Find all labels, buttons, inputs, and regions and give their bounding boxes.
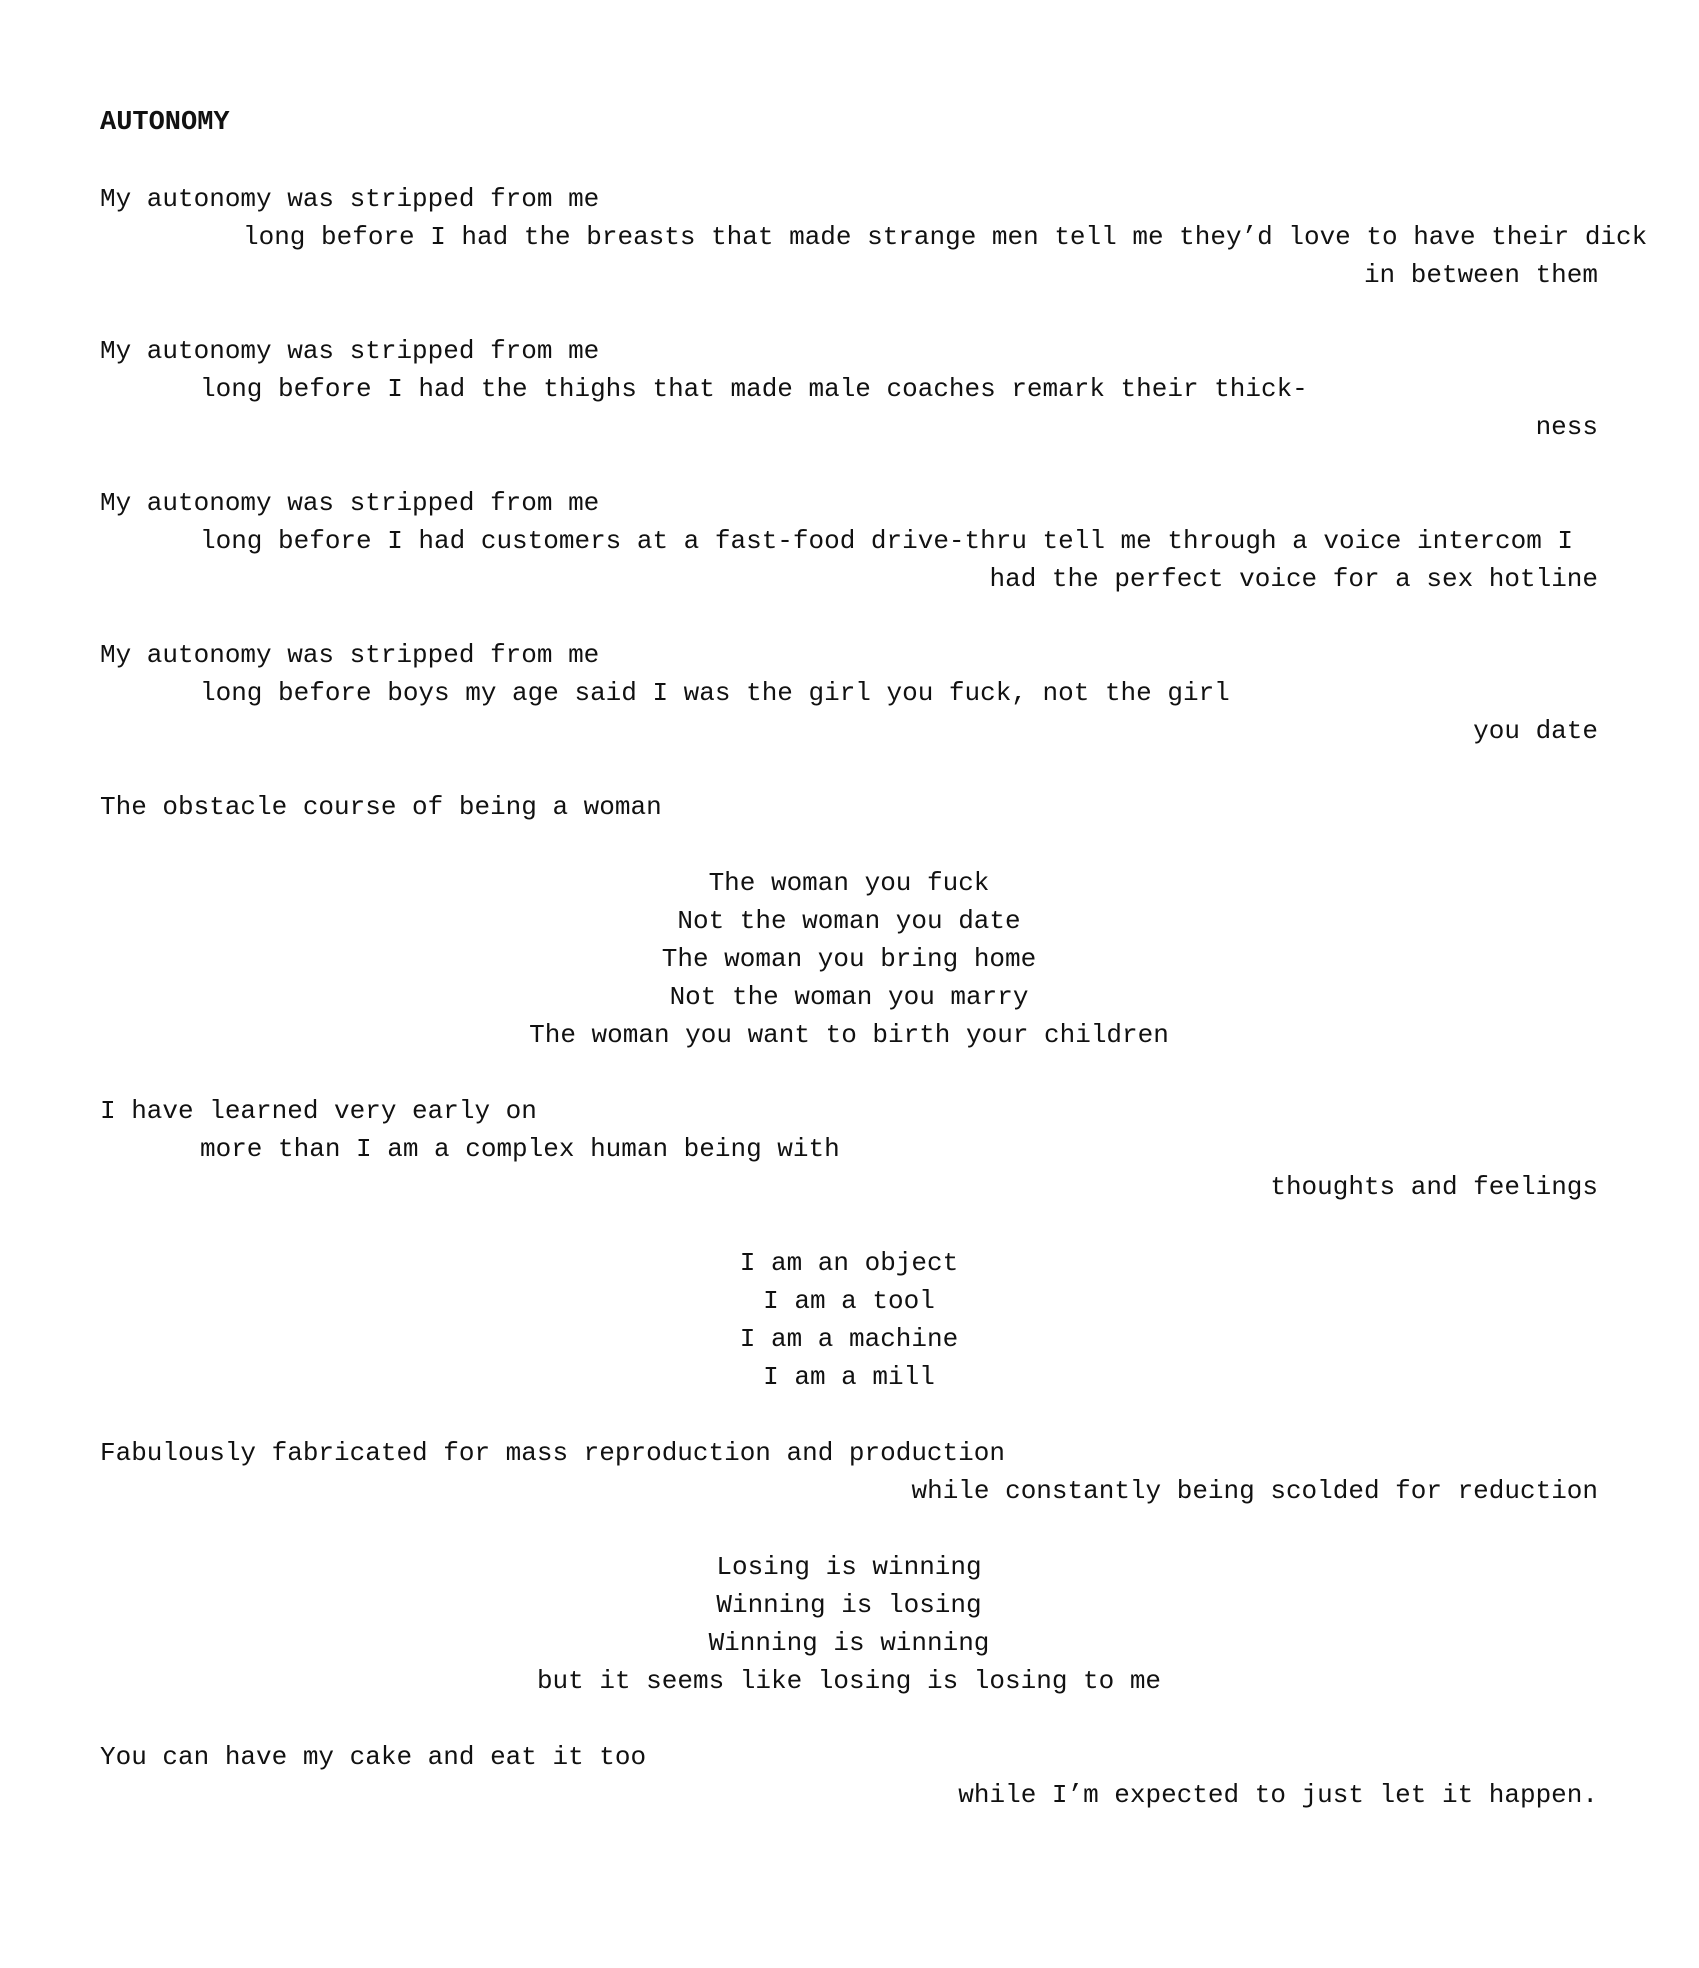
poem-line: but it seems like losing is losing to me [536,1666,1162,1696]
poem-line: while constantly being scolded for reduction [911,1476,1598,1506]
poem-line: long before I had customers at a fast-food drive-thru tell me through a voice intercom I [200,526,1574,556]
poem-line: My autonomy was stripped from me [100,640,600,670]
poem-line: thoughts and feelings [1270,1172,1598,1202]
poem-line: more than I am a complex human being with [200,1134,840,1164]
poem-line: The woman you fuck [708,868,990,898]
poem-line: in between them [1363,260,1598,290]
poem-line: while I’m expected to just let it happen. [958,1780,1598,1810]
poem-line: ness [1535,412,1598,442]
poem-line: I am an object [739,1248,959,1278]
poem-line: you date [1473,716,1598,746]
poem-line: Winning is winning [708,1628,990,1658]
poem-line: My autonomy was stripped from me [100,488,600,518]
poem-line: long before I had the breasts that made strange men tell me they’d love to have their dick [243,222,1648,252]
poem-line: The woman you want to birth your children [529,1020,1169,1050]
poem-line: I have learned very early on [100,1096,537,1126]
poem-line: long before boys my age said I was the girl you fuck, not the girl [200,678,1230,708]
poem-line: My autonomy was stripped from me [100,184,600,214]
poem-line: I am a tool [763,1286,935,1316]
poem-line: Not the woman you marry [669,982,1029,1012]
poem-line: I am a mill [763,1362,935,1392]
poem-line: had the perfect voice for a sex hotline [989,564,1598,594]
poem-line: Losing is winning [716,1552,982,1582]
poem-line: You can have my cake and eat it too [100,1742,647,1772]
poem-line: My autonomy was stripped from me [100,336,600,366]
poem-line: Not the woman you date [677,906,1021,936]
poem-page [100,0,1648,1968]
poem-line: The obstacle course of being a woman [100,792,662,822]
poem-line: Fabulously fabricated for mass reproduction and production [100,1438,1005,1468]
poem-line: long before I had the thighs that made male coaches remark their thick- [200,374,1308,404]
poem-title: AUTONOMY [100,108,230,138]
poem-line: The woman you bring home [661,944,1037,974]
poem-line: I am a machine [739,1324,959,1354]
poem-line: Winning is losing [716,1590,982,1620]
